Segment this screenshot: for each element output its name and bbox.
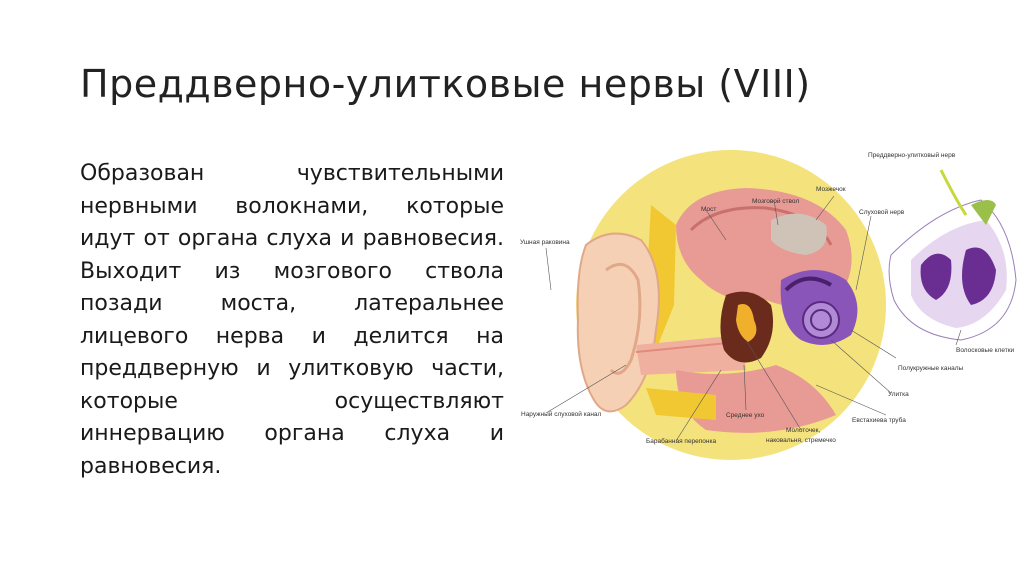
label-brainstem: Мозговой ствол: [752, 198, 800, 205]
slide-title: Преддверно-улитковые нервы (VIII): [80, 62, 811, 106]
label-ossicles-1: Молоточек,: [786, 427, 821, 434]
label-auricle: Ушная раковина: [520, 239, 570, 246]
label-eardrum: Барабанная перепонка: [646, 438, 717, 445]
body-paragraph: Образован чувствительными нервными волокнами, которые идут от органа слуха и равновесия. Выходит из мозгового ствола позади моста, латеральнее лицевого нерва и делится на преддверную и улитковую части, которые осуществляют иннервацию органа слуха и равновесия.: [80, 161, 504, 479]
cochlea-spiral: [803, 302, 839, 338]
label-semicircular: Полукружные каналы: [898, 365, 964, 372]
label-eustachian: Евстахиева труба: [852, 417, 906, 424]
label-auditory-nerve: Слуховой нерв: [859, 209, 905, 216]
label-pons: Мост: [701, 206, 717, 213]
label-cerebellum: Мозжечок: [816, 186, 846, 193]
label-ear-canal: Наружный слуховой канал: [521, 411, 602, 418]
label-cochlea: Улитка: [888, 391, 909, 398]
label-ossicles-2: наковальня, стремечко: [766, 437, 836, 444]
label-nerve: Преддверно-улитковый нерв: [868, 152, 956, 159]
ear-anatomy-illustration: [516, 130, 1020, 460]
label-hair-cells: Волосковые клетки: [956, 347, 1015, 354]
label-middle-ear: Среднее ухо: [726, 412, 765, 419]
